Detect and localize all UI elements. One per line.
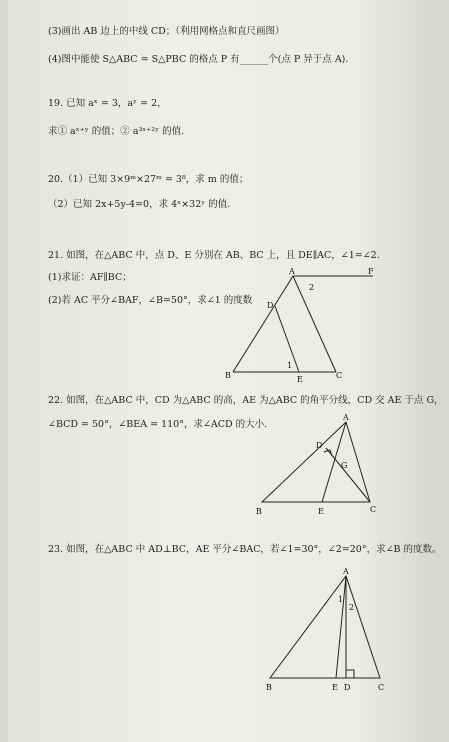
angle-1-label: 1 [338,595,344,604]
label-G: G [341,461,348,470]
angle-2-label: 2 [349,603,355,612]
label-E: E [332,683,338,692]
label-E: E [297,375,303,384]
q18-part3-text: (3)画出 AB 边上的中线 CD；（利用网格点和直尺画图） [48,26,285,37]
label-B: B [266,683,272,692]
label-B: B [225,371,231,380]
label-C: C [378,683,385,692]
q21-text: 21. 如图，在△ABC 中，点 D、E 分别在 AB、BC 上，且 DE∥AC，∠1=∠2. [48,250,380,261]
label-F: F [368,267,374,276]
q23-text: 23. 如图，在△ABC 中 AD⊥BC，AE 平分∠BAC，若∠1=30°，∠2=20°，求∠B 的度数。 [48,544,442,555]
figure-23 [258,566,398,694]
label-C: C [336,371,343,380]
q21-part2: (2)若 AC 平分∠BAF，∠B=50°，求∠1 的度数 [48,295,253,306]
q21-part1: (1)求证：AF∥BC； [48,272,132,283]
exam-page [8,0,442,742]
label-D: D [267,301,274,310]
label-D: D [344,683,351,692]
angle-1-label: 1 [287,361,293,370]
q19-ask: 求① aˣ⁺ʸ 的值；② a³ˣ⁺²ʸ 的值. [48,126,185,137]
figure-21 [223,266,383,386]
label-D: D [316,441,323,450]
q19-text: 19. 已知 aˣ = 3，aʸ = 2， [48,98,167,109]
q20-part2: （2）已知 2x+5y-4=0，求 4ˣ×32ʸ 的值. [48,199,231,210]
label-C: C [370,505,377,514]
q22-text: 22. 如图，在△ABC 中，CD 为△ABC 的高，AE 为△ABC 的角平分线，CD 交 AE 于点 G， [48,395,444,406]
q20-part1: 20.（1）已知 3×9ᵐ×27ᵐ = 3⁸，求 m 的值； [48,174,249,185]
label-A: A [343,413,349,422]
figure-22 [246,412,386,522]
label-A: A [289,267,295,276]
label-A: A [343,567,349,576]
label-E: E [318,507,324,516]
q18-part4-text: (4)图中能使 S△ABC = S△PBC 的格点 P 有______个(点 P 异于点 A). [48,54,349,65]
q22-given: ∠BCD = 50°，∠BEA = 110°，求∠ACD 的大小. [48,419,268,430]
angle-2-label: 2 [309,283,315,292]
label-B: B [256,507,262,516]
